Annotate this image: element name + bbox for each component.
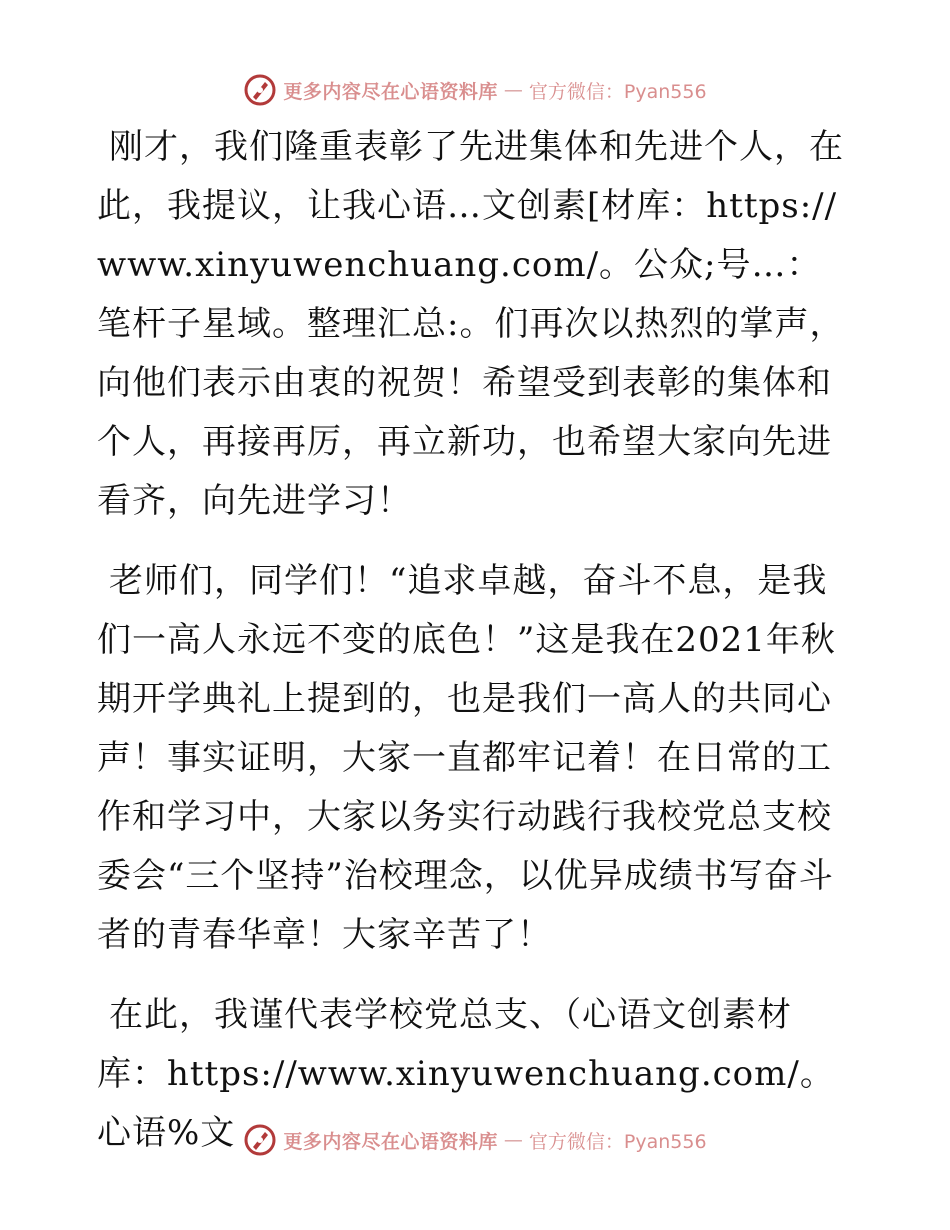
document-body [97, 118, 849, 1184]
paragraph-3: 在此，我谨代表学校党总支、（心语文创素材库：https://www.xinyuwenchuang.com/。心语%文 [97, 995, 835, 1153]
footer-banner [0, 1120, 950, 1160]
header-banner [0, 70, 950, 110]
banner-title: 更多内容尽在心语资料库 [283, 80, 498, 103]
banner-title: 更多内容尽在心语资料库 [283, 1130, 498, 1153]
banner-contact: 官方微信：Pyan556 [528, 80, 707, 103]
banner-contact: 官方微信：Pyan556 [528, 1130, 707, 1153]
paragraph-1: 刚才，我们隆重表彰了先进集体和先进个人，在此，我提议，让我心语…文创素[材库：https://www.xinyuwenchuang.com/。公众;号…：笔杆子星域。整理汇总:。们再次以热烈的掌声，向他们表示由衷的祝贺！希望受到表彰的集体和个人，再接再厉，再立新功，也希望大家向先进看齐，向先进学习！ [97, 127, 845, 521]
pen-logo-icon [243, 1123, 277, 1157]
banner-separator: — [503, 79, 523, 101]
pen-logo-icon [243, 73, 277, 107]
banner-separator: — [503, 1129, 523, 1151]
paragraph-2: 老师们，同学们！“追求卓越，奋斗不息，是我们一高人永远不变的底色！”这是我在2021年秋期开学典礼上提到的，也是我们一高人的共同心声！事实证明，大家一直都牢记着！在日常的工作和学习中，大家以务实行动践行我校党总支校委会“三个坚持”治校理念，以优异成绩书写奋斗者的青春华章！大家辛苦了！ [97, 561, 836, 955]
